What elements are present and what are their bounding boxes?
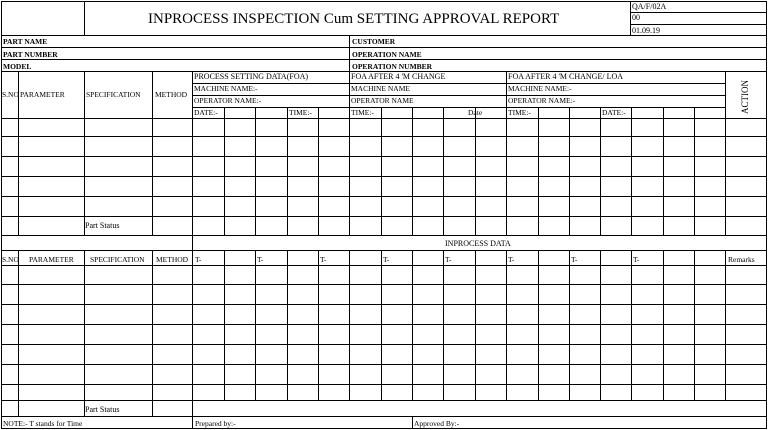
grid-line — [1, 118, 767, 119]
revision-date: 01.09.19 — [632, 26, 660, 35]
t-label-2: T- — [257, 255, 264, 264]
grid-line — [1, 47, 767, 48]
grid-line — [381, 250, 382, 401]
group-3-operator: OPERATOR NAME:- — [508, 96, 576, 105]
group-2-machine: MACHINE NAME — [351, 84, 410, 93]
footer-note: NOTE:- T stands for Time — [3, 419, 83, 428]
grid-line — [192, 235, 193, 251]
grid-line — [1, 428, 767, 429]
grid-line — [192, 107, 726, 108]
group-1-title: PROCESS SETTING DATA(FOA) — [194, 72, 309, 81]
sno-header: S.NO — [2, 90, 19, 99]
grid-line — [1, 35, 767, 36]
t-label-6: T- — [508, 255, 515, 264]
inprocess-part-status: Part Status — [85, 405, 120, 414]
action-header: ACTION — [740, 80, 750, 114]
grid-line — [287, 250, 288, 401]
grid-line — [192, 95, 726, 96]
grid-line — [84, 71, 85, 236]
group-1-operator: OPERATOR NAME:- — [194, 96, 262, 105]
t-label-7: T- — [571, 255, 578, 264]
grid-line — [694, 250, 695, 401]
inprocess-sno-header: S.NO — [2, 255, 19, 264]
grid-line — [538, 250, 539, 401]
operation-number-label: OPERATION NUMBER — [352, 62, 433, 71]
doc-number: QA/F/02A — [632, 2, 667, 11]
grid-line — [152, 71, 153, 236]
grid-line — [443, 250, 444, 401]
grid-line — [84, 1, 85, 36]
group-1-date: DATE:- — [194, 108, 218, 117]
grid-line — [1, 265, 767, 266]
grid-line — [1, 59, 767, 60]
grid-line — [192, 250, 193, 401]
grid-line — [1, 304, 767, 305]
grid-line — [1, 400, 767, 401]
grid-line — [1, 176, 767, 177]
grid-line — [630, 24, 767, 25]
grid-line — [725, 250, 726, 401]
grid-line — [1, 416, 767, 417]
grid-line — [569, 250, 570, 401]
grid-line — [152, 250, 153, 401]
method-header: METHOD — [155, 90, 188, 99]
specification-header: SPECIFICATION — [86, 90, 141, 99]
grid-line — [1, 364, 767, 365]
t-label-3: T- — [320, 255, 327, 264]
group-2-date: Date — [468, 108, 483, 117]
model-label: MODEL — [3, 62, 32, 71]
part-name-label: PART NAME — [3, 37, 48, 46]
group-3-machine: MACHINE NAME:- — [508, 84, 572, 93]
group-2-operator: OPERATOR NAME — [351, 96, 414, 105]
grid-line — [349, 35, 350, 72]
setting-part-status: Part Status — [85, 221, 120, 230]
grid-line — [1, 136, 767, 137]
grid-line — [152, 400, 153, 417]
grid-line — [1, 235, 767, 236]
grid-line — [1, 344, 767, 345]
report-title: INPROCESS INSPECTION Cum SETTING APPROVAL REPORT — [148, 11, 560, 27]
grid-line — [663, 250, 664, 401]
grid-line — [318, 250, 319, 401]
inprocess-method-header: METHOD — [156, 255, 189, 264]
parameter-header: PARAMETER — [20, 90, 65, 99]
group-1-time: TIME:- — [289, 108, 312, 117]
customer-label: CUSTOMER — [352, 37, 396, 46]
inprocess-specification-header: SPECIFICATION — [90, 255, 145, 264]
inprocess-title: INPROCESS DATA — [445, 239, 511, 248]
grid-line — [506, 250, 507, 401]
grid-line — [18, 250, 19, 401]
grid-line — [84, 250, 85, 401]
grid-line — [192, 400, 193, 417]
group-2-time: TIME:- — [351, 108, 374, 117]
revision-number: 00 — [632, 13, 640, 22]
remarks-header: Remarks — [728, 255, 755, 264]
group-3-title: FOA AFTER 4 'M CHANGE/ LOA — [508, 72, 624, 81]
grid-line — [475, 250, 476, 401]
grid-line — [412, 416, 413, 429]
t-label-4: T- — [383, 255, 390, 264]
group-3-time: TIME:- — [508, 108, 531, 117]
grid-line — [1, 324, 767, 325]
operation-name-label: OPERATION NAME — [352, 50, 422, 59]
grid-line — [349, 250, 350, 401]
prepared-by-label: Prepared by:- — [195, 419, 236, 428]
grid-line — [1, 216, 767, 217]
grid-line — [1, 196, 767, 197]
grid-line — [1, 156, 767, 157]
grid-line — [1, 384, 767, 385]
t-label-8: T- — [633, 255, 640, 264]
group-2-title: FOA AFTER 4 'M CHANGE — [351, 72, 446, 81]
group-3-date: DATE:- — [602, 108, 626, 117]
group-1-machine: MACHINE NAME:- — [194, 84, 258, 93]
approved-by-label: Approved By:- — [414, 419, 460, 428]
grid-line — [255, 250, 256, 401]
grid-line — [412, 250, 413, 401]
inprocess-parameter-header: PARAMETER — [29, 255, 74, 264]
grid-line — [192, 83, 726, 84]
grid-line — [224, 250, 225, 401]
grid-line — [630, 12, 767, 13]
grid-line — [631, 250, 632, 401]
grid-line — [630, 1, 631, 36]
grid-line — [1, 250, 767, 251]
grid-line — [192, 416, 193, 429]
t-label-1: T- — [195, 255, 202, 264]
grid-line — [18, 400, 19, 417]
t-label-5: T- — [445, 255, 452, 264]
grid-line — [600, 250, 601, 401]
grid-line — [1, 284, 767, 285]
part-number-label: PART NUMBER — [3, 50, 58, 59]
